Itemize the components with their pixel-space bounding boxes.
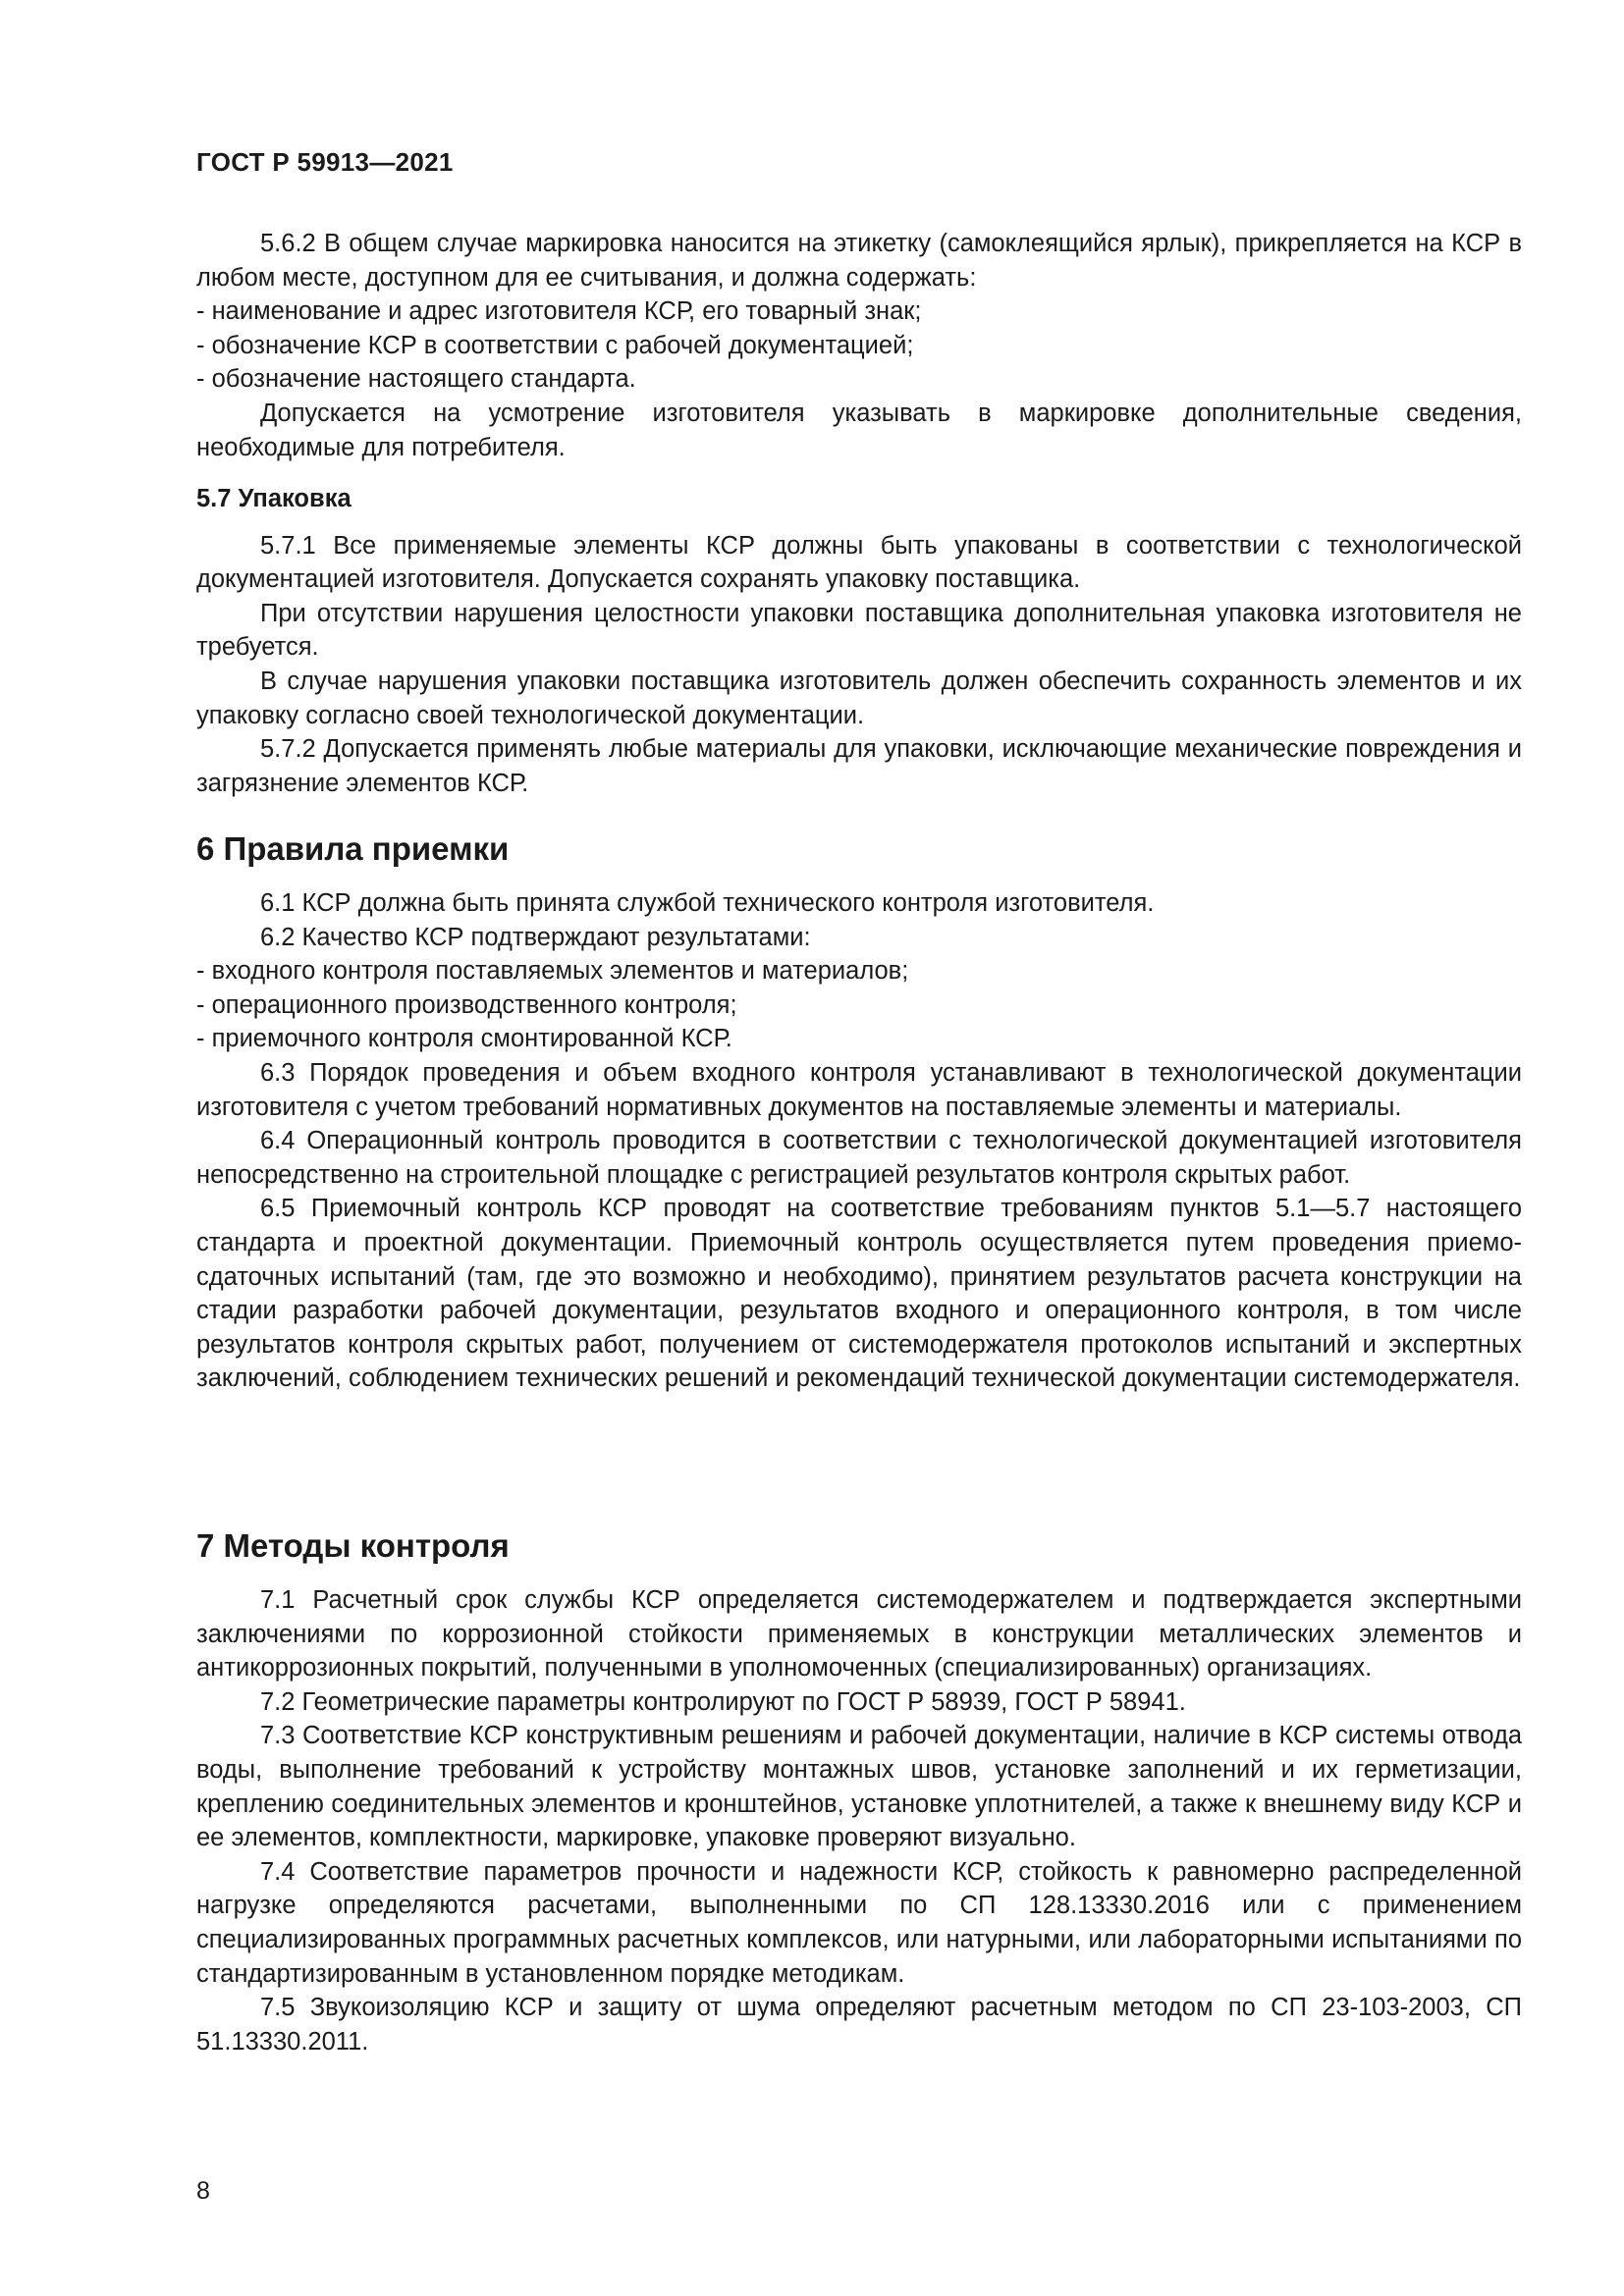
paragraph-7-3: 7.3 Соответствие КСР конструктивным решениям и рабочей документации, наличие в КСР системы отвода воды, выполнение требований к устройству монтажных швов, установке заполнений и их герметизации, креплению соединительных элементов и кронштейнов, установке уплотнителей, а также к внешнему виду КСР и ее элементов, комплектности, маркировке, упаковке проверяют визуально. xyxy=(196,1722,1522,1852)
section-heading: 7 Методы контроля xyxy=(196,1527,510,1564)
section-7 xyxy=(196,1526,1522,2058)
paragraph: При отсутствии нарушения целостности упаковки поставщика дополнительная упаковка изготовителя не требуется. xyxy=(196,599,1522,662)
marking-clause xyxy=(196,227,1522,464)
paragraph-6-5: 6.5 Приемочный контроль КСР проводят на соответствие требованиям пунктов 5.1—5.7 настоящего стандарта и проектной документации. Приемочный контроль осуществляется путем проведения приемо-сдаточных испытаний (там, где это возможно и необходимо), принятием результатов расчета конструкции на стадии разработки рабочей документации, результатов входного и операционного контроля, в том числе результатов контроля скрытых работ, получением от системодержателя протоколов испытаний и экспертных заключений, соблюдением технических решений и рекомендаций технической документации системодержателя. xyxy=(196,1195,1522,1393)
paragraph-7-2: 7.2 Геометрические параметры контролируют по ГОСТ Р 58939, ГОСТ Р 58941. xyxy=(260,1687,1186,1716)
list-item: - обозначение КСР в соответствии с рабочей документацией; xyxy=(196,331,914,359)
paragraph-6-1: 6.1 КСР должна быть принята службой технического контроля изготовителя. xyxy=(260,889,1155,917)
paragraph-7-1: 7.1 Расчетный срок службы КСР определяется системодержателем и подтверждается экспертными заключениями по коррозионной стойкости применяемых в конструкции металлических элементов и антикоррозионных покрытий, полученными в уполномоченных (специализированных) организациях. xyxy=(196,1586,1522,1682)
paragraph-6-4: 6.4 Операционный контроль проводится в соответствии с технологической документацией изготовителя непосредственно на строительной площадке с регистрацией результатов контроля скрытых работ. xyxy=(196,1127,1522,1189)
document-header: ГОСТ Р 59913—2021 xyxy=(196,147,454,177)
list-item: - операционного производственного контроля; xyxy=(196,990,737,1019)
paragraph-7-4: 7.4 Соответствие параметров прочности и надежности КСР, стойкость к равномерно распределенной нагрузке определяются расчетами, выполненными по СП 128.13330.2016 или с применением специализированных программных расчетных комплексов, или натурными, или лабораторными испытаниями по стандартизированным в установленном порядке методикам. xyxy=(196,1857,1522,1988)
section-5-7 xyxy=(196,482,1522,800)
page-number: 8 xyxy=(196,2177,210,2205)
list-item: - наименование и адрес изготовителя КСР, его товарный знак; xyxy=(196,297,922,326)
list-item: - приемочного контроля смонтированной КСР. xyxy=(196,1025,732,1053)
paragraph-5-7-1: 5.7.1 Все применяемые элементы КСР должны быть упакованы в соответствии с технологической документацией изготовителя. Допускается сохранять упаковку поставщика. xyxy=(196,531,1522,594)
paragraph-5-6-2: 5.6.2 В общем случае маркировка наносится на этикетку (самоклеящийся ярлык), прикрепляется на КСР в любом месте, доступном для ее считывания, и должна содержать: xyxy=(196,230,1522,292)
subsection-heading: 5.7 Упаковка xyxy=(196,485,352,512)
paragraph: В случае нарушения упаковки поставщика изготовитель должен обеспечить сохранность элементов и их упаковку согласно своей технологической документации. xyxy=(196,667,1522,729)
paragraph-6-3: 6.3 Порядок проведения и объем входного контроля устанавливают в технологической документации изготовителя с учетом требований нормативных документов на поставляемые элементы и материалы. xyxy=(196,1058,1522,1121)
list-item: - обозначение настоящего стандарта. xyxy=(196,365,636,394)
paragraph: Допускается на усмотрение изготовителя указывать в маркировке дополнительные сведения, необходимые для потребителя. xyxy=(196,399,1522,461)
paragraph-5-7-2: 5.7.2 Допускается применять любые материалы для упаковки, исключающие механические повреждения и загрязнение элементов КСР. xyxy=(196,735,1522,797)
paragraph-7-5: 7.5 Звукоизоляцию КСР и защиту от шума определяют расчетным методом по СП 23-103-2003, СП 51.13330.2011. xyxy=(196,1994,1522,2056)
paragraph-6-2: 6.2 Качество КСР подтверждают результатами: xyxy=(260,923,811,951)
section-heading: 6 Правила приемки xyxy=(196,830,510,867)
section-6 xyxy=(196,829,1522,1396)
list-item: - входного контроля поставляемых элементов и материалов; xyxy=(196,957,909,986)
